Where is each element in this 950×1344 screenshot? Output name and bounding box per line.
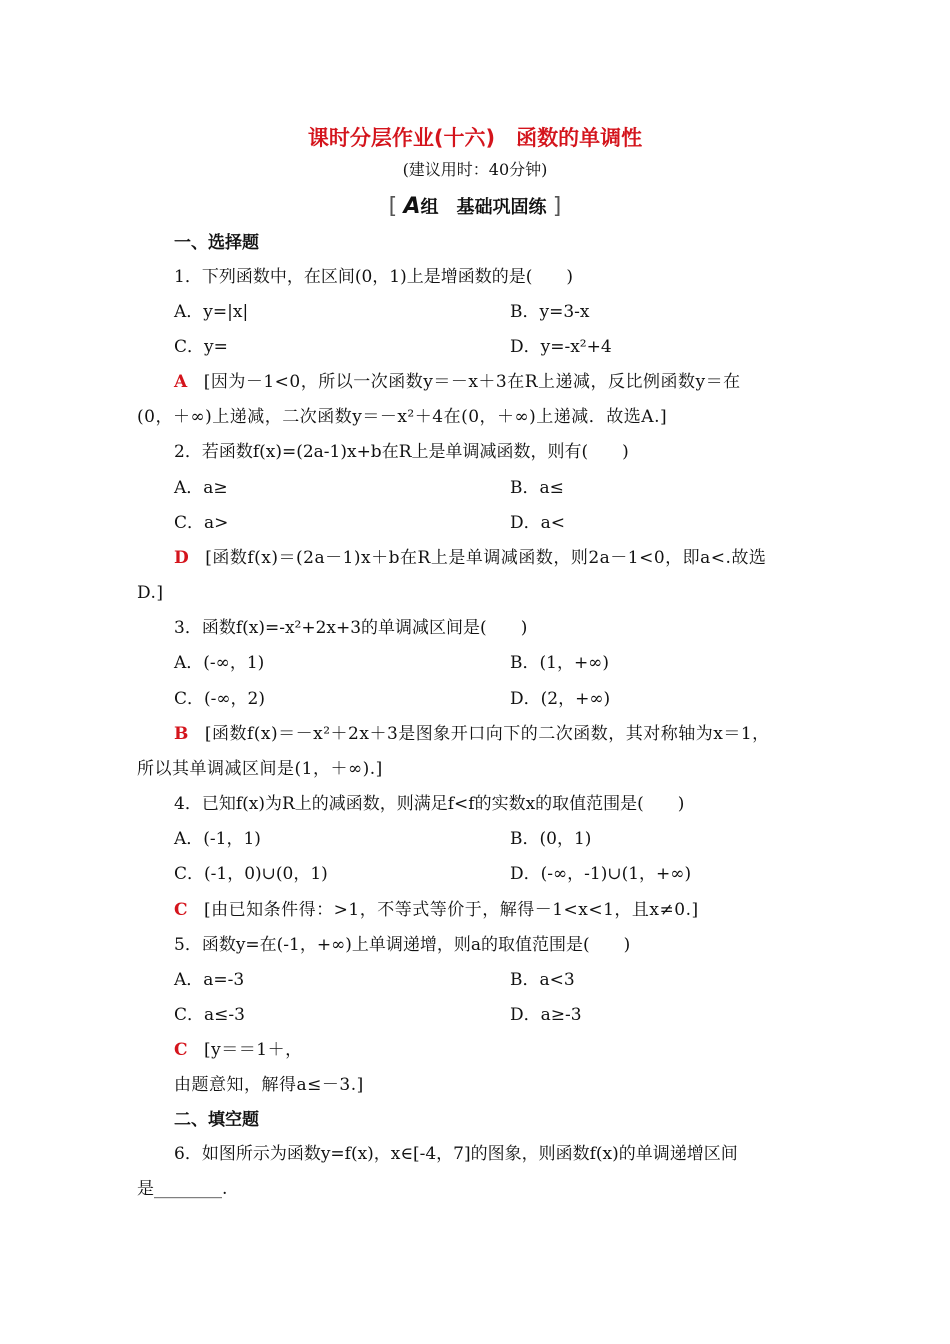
q4-exp-line1: [由已知条件得：>1，不等式等价于，解得－1<x<1，且x≠0.] xyxy=(204,900,699,920)
q5-option-d: D．a≥-3 xyxy=(510,1005,582,1025)
q6-stem-line2: 是________. xyxy=(137,1179,228,1199)
q3-stem: 3．函数f(x)=-x²+2x+3的单调减区间是( ) xyxy=(174,618,528,638)
q3-exp-line2: 所以其单调减区间是(1，＋∞).] xyxy=(137,759,383,779)
q2-stem: 2．若函数f(x)=(2a-1)x+b在R上是单调减函数，则有( ) xyxy=(174,442,629,462)
q3-option-a: A．(-∞，1) xyxy=(174,653,265,673)
q2-option-d: D．a< xyxy=(510,513,566,533)
q4-option-c: C．(-1，0)∪(0，1) xyxy=(174,864,328,884)
q5-stem: 5．函数y=在(-1，+∞)上单调递增，则a的取值范围是( ) xyxy=(174,935,631,955)
q2-explanation xyxy=(174,547,766,569)
q4-option-d: D．(-∞，-1)∪(1，+∞) xyxy=(510,864,692,884)
q5-explanation xyxy=(174,1039,303,1061)
q1-option-d: D．y=-x²+4 xyxy=(510,337,612,357)
q3-explanation xyxy=(174,723,770,745)
q6-stem-line1: 6．如图所示为函数y=f(x)，x∈[-4，7]的图象，则函数f(x)的单调递增区间 xyxy=(174,1144,738,1164)
q2-option-a: A．a≥ xyxy=(174,478,228,498)
q1-explanation xyxy=(174,371,741,393)
q3-option-c: C．(-∞，2) xyxy=(174,689,265,709)
q3-exp-line1: [函数f(x)＝－x²＋2x＋3是图象开口向下的二次函数，其对称轴为x＝1， xyxy=(204,724,770,744)
q3-answer: B xyxy=(174,724,189,744)
q1-stem: 1．下列函数中，在区间(0，1)上是增函数的是( ) xyxy=(174,267,573,287)
q2-answer: D xyxy=(174,548,190,568)
q5-option-b: B．a<3 xyxy=(510,970,575,990)
q5-exp-line1: [y＝＝1＋， xyxy=(204,1040,303,1060)
q3-option-d: D．(2，+∞) xyxy=(510,689,611,709)
q1-option-a: A．y=|x| xyxy=(174,302,249,322)
q2-exp-line1: [函数f(x)＝(2a－1)x＋b在R上是单调减函数，则2a－1<0，即a<.故选 xyxy=(205,548,767,568)
q2-option-c: C．a> xyxy=(174,513,229,533)
q4-option-b: B．(0，1) xyxy=(510,829,592,849)
page-title: 课时分层作业(十六) 函数的单调性 xyxy=(307,126,643,150)
group-title: 组 基础巩固练 xyxy=(420,197,547,218)
q1-option-b: B．y=3-x xyxy=(510,302,590,322)
q1-exp-line1: [因为－1<0，所以一次函数y＝－x＋3在R上递减，反比例函数y＝在 xyxy=(203,372,741,392)
q1-exp-line2: (0，＋∞)上递减，二次函数y＝－x²＋4在(0，＋∞)上递减．故选A.] xyxy=(137,407,668,427)
group-letter: A xyxy=(403,194,421,219)
time-hint: (建议用时：40分钟) xyxy=(402,160,548,179)
q4-option-a: A．(-1，1) xyxy=(174,829,261,849)
q2-exp-line2: D.] xyxy=(137,583,164,603)
q5-option-c: C．a≤-3 xyxy=(174,1005,245,1025)
q4-stem: 4．已知f(x)为R上的减函数，则满足f<f的实数x的取值范围是( ) xyxy=(174,794,685,814)
q5-exp-line2: 由题意知，解得a≤－3.] xyxy=(174,1075,364,1095)
q4-answer: C xyxy=(174,900,189,920)
bracket-open: [ xyxy=(388,194,398,219)
section-choice: 一、选择题 xyxy=(174,233,259,253)
q4-explanation xyxy=(174,899,699,921)
group-header xyxy=(0,193,950,219)
q5-option-a: A．a=-3 xyxy=(174,970,245,990)
q1-answer: A xyxy=(174,372,188,392)
q3-option-b: B．(1，+∞) xyxy=(510,653,609,673)
bracket-close: ] xyxy=(552,194,562,219)
q1-option-c: C．y= xyxy=(174,337,228,357)
q5-answer: C xyxy=(174,1040,189,1060)
section-fill: 二、填空题 xyxy=(174,1110,259,1130)
q2-option-b: B．a≤ xyxy=(510,478,564,498)
